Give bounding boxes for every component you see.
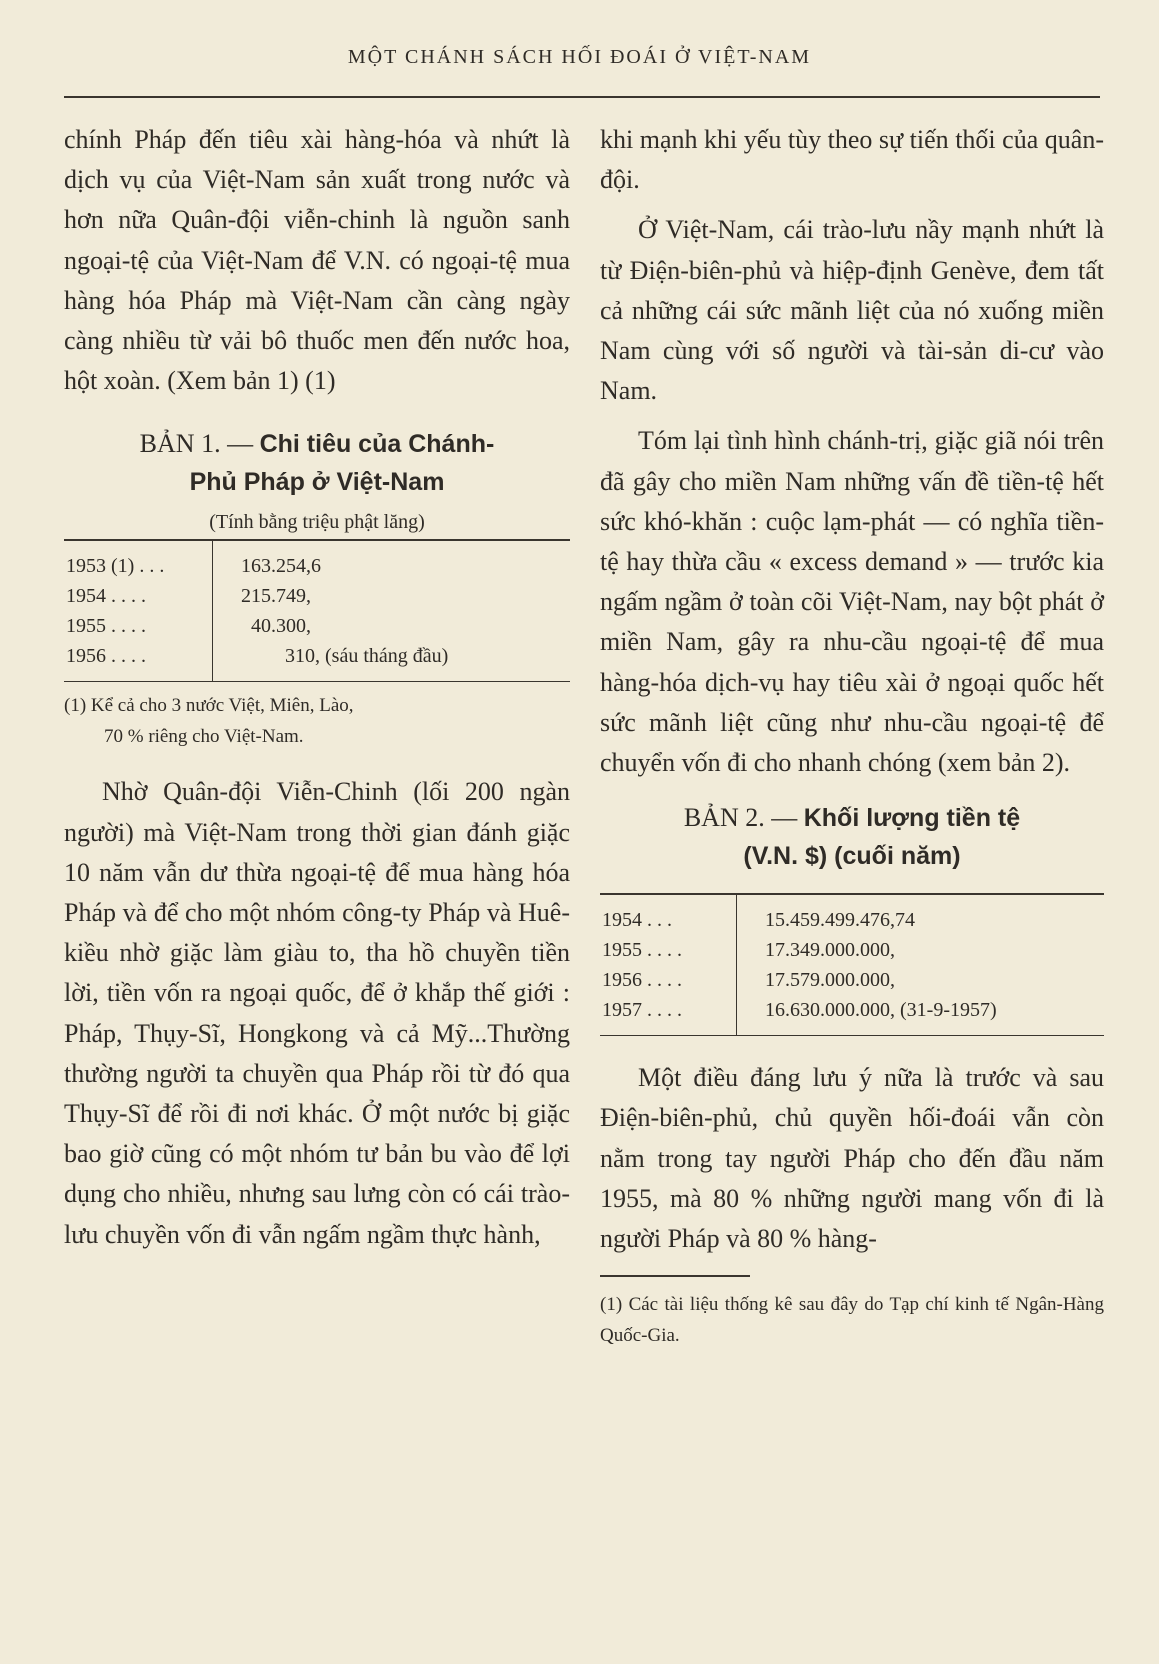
table-1-value: 215.749, (241, 584, 311, 607)
table-2-title-line-1: Khối lượng tiền tệ (803, 804, 1021, 833)
table-1-bottom-rule (64, 681, 570, 683)
table-2-value: 15.459.499.476,74 (765, 908, 915, 931)
table-1-value: 40.300, (251, 614, 311, 637)
table-row (600, 935, 1104, 965)
table-1-label: BẢN 1. — (139, 429, 254, 459)
table-2-label: BẢN 2. — (683, 803, 798, 833)
table-row (600, 895, 1104, 935)
table-row (64, 541, 570, 581)
table-2-value: 16.630.000.000, (31-9-1957) (765, 998, 997, 1021)
table-row (64, 611, 570, 641)
table-2-year: 1956 . . . . (600, 965, 737, 995)
footnote: (1) Các tài liệu thống kê sau đây do Tạp chí kinh tế Ngân-Hàng Quốc-Gia. (600, 1293, 1104, 1346)
right-paragraph-2: Ở Việt-Nam, cái trào-lưu nầy mạnh nhứt là từ Điện-biên-phủ và hiệp-định Genève, đem tất cả những cái sức mãnh liệt của nó xuống miền Nam cùng với số người và tài-sản di-cư vào Nam. (600, 215, 1104, 406)
table-1-year: 1954 . . . . (64, 581, 213, 611)
table-1-unit: (Tính bằng triệu phật lăng) (209, 511, 425, 534)
table-1-value: 310, (sáu tháng đầu) (285, 644, 449, 667)
header-rule (64, 96, 1100, 98)
table-2-year: 1955 . . . . (600, 935, 737, 965)
table-2-year: 1957 . . . . (600, 995, 737, 1035)
table-1-year: 1955 . . . . (64, 611, 213, 641)
table-2-title (600, 799, 1104, 875)
table-2-title-line-2: (V.N. $) (cuối năm) (743, 842, 961, 871)
table-2-bottom-rule (600, 1035, 1104, 1037)
left-paragraph-1: chính Pháp đến tiêu xài hàng-hóa và nhứt là dịch vụ của Việt-Nam sản xuất trong nước và hơn nữa Quân-đội viễn-chinh là nguồn sanh ngoại-tệ của Việt-Nam để V.N. có ngoại-tệ mua hàng hóa Pháp mà Việt-Nam cần càng ngày càng nhiều từ vải bô thuốc men đến nước hoa, hột xoàn. (Xem bản 1) (1) (64, 125, 570, 396)
left-column (64, 120, 570, 1255)
table-row (64, 641, 570, 681)
table-2-year: 1954 . . . (600, 895, 737, 935)
table-2-value: 17.349.000.000, (765, 938, 895, 961)
right-paragraph-3: Tóm lại tình hình chánh-trị, giặc giã nói trên đã gây cho miền Nam những vấn đề tiền-tệ hết sức khó-khăn : cuộc lạm-phát — có nghĩa tiền-tệ hay thừa cầu « excess demand » — trước kia ngấm ngầm ở toàn cõi Việt-Nam, nay bột phát ở miền Nam, gây ra nhu-cầu ngoại-tệ để mua hàng-hóa dịch-vụ hay tiêu xài ở ngoại quốc hết sức mãnh liệt cũng như nhu-cầu ngoại-tệ để chuyển vốn đi cho nhanh chóng (xem bản 2). (600, 426, 1104, 778)
right-paragraph-4: Một điều đáng lưu ý nữa là trước và sau Điện-biên-phủ, chủ quyền hối-đoái vẫn còn nằm trong tay người Pháp cho đến đầu năm 1955, mà 80 % những người mang vốn đi là người Pháp và 80 % hàng- (600, 1063, 1104, 1254)
right-paragraph-1: khi mạnh khi yếu tùy theo sự tiến thối của quân-đội. (600, 125, 1104, 195)
table-1-title (64, 425, 570, 501)
footnote-rule (600, 1275, 750, 1277)
table-1-title-line-2: Phủ Pháp ở Việt-Nam (189, 468, 445, 497)
running-header: MỘT CHÁNH SÁCH HỐI ĐOÁI Ở VIỆT-NAM (347, 46, 812, 68)
table-row (600, 995, 1104, 1035)
table-1-note-line-1: (1) Kể cả cho 3 nước Việt, Miên, Lào, (64, 695, 354, 717)
left-paragraph-2: Nhờ Quân-đội Viễn-Chinh (lối 200 ngàn người) mà Việt-Nam trong thời gian đánh giặc 10 năm vẫn dư thừa ngoại-tệ để mua hàng hóa Pháp và để cho một nhóm công-ty Pháp và Huê-kiều nhờ giặc làm giàu to, tha hồ chuyền tiền lời, tiền vốn ra ngoại quốc, để ở khắp thế giới : Pháp, Thụy-Sĩ, Hongkong và cả Mỹ...Thường thường người ta chuyền qua Pháp rồi từ đó qua Thụy-Sĩ để rồi đi nơi khác. Ở một nước bị giặc bao giờ cũng có một nhóm tư bản bu vào để lợi dụng cho nhiều, nhưng sau lưng còn có cái trào-lưu chuyền vốn đi vẫn ngấm ngầm thực hành, (64, 777, 570, 1249)
table-1-note-line-2: 70 % riêng cho Việt-Nam. (104, 726, 304, 748)
table-row (600, 965, 1104, 995)
table-1-title-line-1: Chi tiêu của Chánh- (259, 430, 495, 459)
table-2-value: 17.579.000.000, (765, 968, 895, 991)
table-1-year: 1956 . . . . (64, 641, 213, 681)
right-column (600, 120, 1104, 1351)
table-1-year: 1953 (1) . . . (64, 541, 213, 581)
table-1-note (64, 690, 570, 752)
table-1-value: 163.254,6 (241, 554, 321, 577)
table-2 (600, 895, 1104, 1035)
table-row (64, 581, 570, 611)
table-1 (64, 541, 570, 681)
